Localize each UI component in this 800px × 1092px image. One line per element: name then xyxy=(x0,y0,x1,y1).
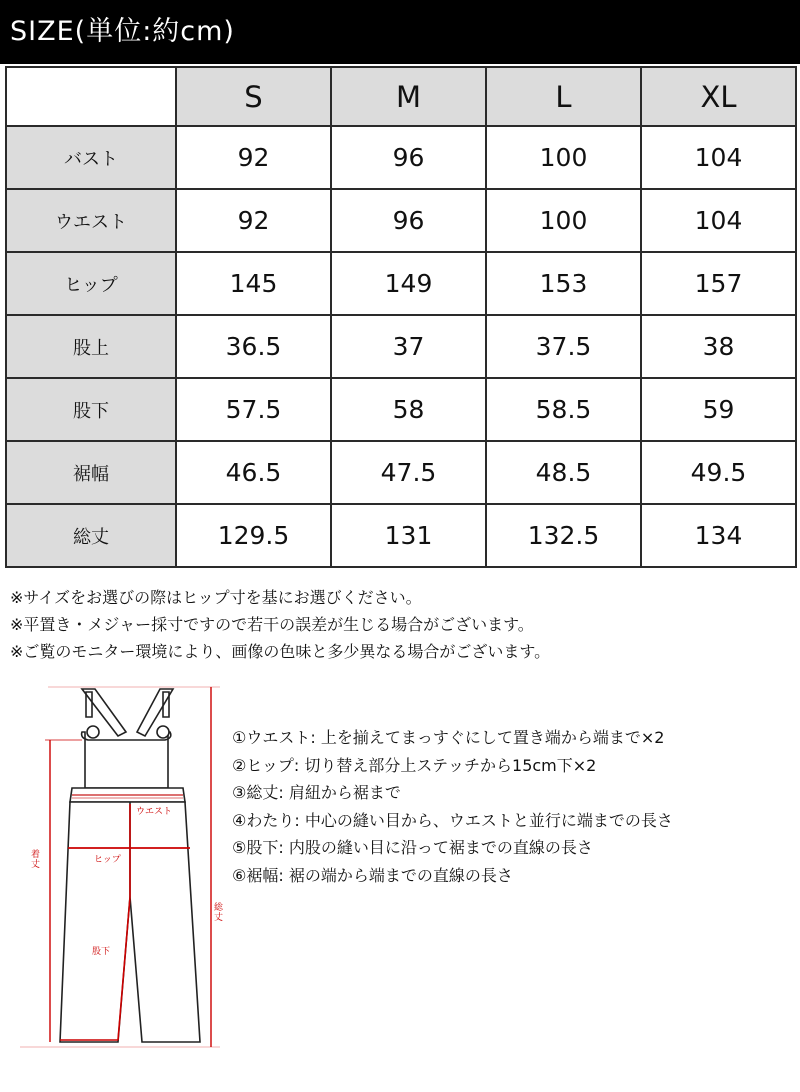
diagram-label-chakutake: 着丈 xyxy=(31,850,41,870)
table-cell: 92 xyxy=(176,189,331,252)
diagram-label-inseam: 股下 xyxy=(92,947,111,957)
diagram-label-soutake: 総丈 xyxy=(214,903,224,923)
row-label: 裾幅 xyxy=(6,441,176,504)
diagram-label-hip: ヒップ xyxy=(94,855,121,865)
size-header-row xyxy=(6,67,796,126)
table-row xyxy=(6,315,796,378)
table-cell: 37 xyxy=(331,315,486,378)
table-row xyxy=(6,441,796,504)
diagram-label-waist: ウエスト xyxy=(136,807,173,817)
table-cell: 58 xyxy=(331,378,486,441)
table-cell: 47.5 xyxy=(331,441,486,504)
table-cell: 38 xyxy=(641,315,796,378)
table-row xyxy=(6,504,796,567)
table-cell: 96 xyxy=(331,126,486,189)
table-cell: 36.5 xyxy=(176,315,331,378)
table-cell: 132.5 xyxy=(486,504,641,567)
table-cell: 46.5 xyxy=(176,441,331,504)
table-cell: 104 xyxy=(641,189,796,252)
table-cell: 96 xyxy=(331,189,486,252)
row-label: ヒップ xyxy=(6,252,176,315)
table-cell: 131 xyxy=(331,504,486,567)
table-cell: 92 xyxy=(176,126,331,189)
table-cell: 58.5 xyxy=(486,378,641,441)
column-header-xl: XL xyxy=(641,67,796,126)
row-label: ウエスト xyxy=(6,189,176,252)
table-cell: 57.5 xyxy=(176,378,331,441)
table-cell: 157 xyxy=(641,252,796,315)
column-header-s: S xyxy=(176,67,331,126)
legend-item: ①ウエスト: 上を揃えてまっすぐにして置き端から端まで×2 xyxy=(232,728,665,747)
table-corner-cell xyxy=(6,67,176,126)
legend-item: ④わたり: 中心の縫い目から、ウエストと並行に端までの長さ xyxy=(232,810,673,830)
table-cell: 37.5 xyxy=(486,315,641,378)
table-row xyxy=(6,378,796,441)
measurement-diagram xyxy=(0,672,240,1082)
table-cell: 49.5 xyxy=(641,441,796,504)
table-cell: 100 xyxy=(486,126,641,189)
note-line: ※サイズをお選びの際はヒップ寸を基にお選びください。 xyxy=(10,588,422,607)
column-header-l: L xyxy=(486,67,641,126)
size-table xyxy=(5,66,797,568)
legend-item: ⑤股下: 内股の縫い目に沿って裾までの直線の長さ xyxy=(232,838,593,857)
table-cell: 48.5 xyxy=(486,441,641,504)
column-header-m: M xyxy=(331,67,486,126)
table-cell: 153 xyxy=(486,252,641,315)
row-label: バスト xyxy=(6,126,176,189)
size-header: SIZE(単位:約cm) xyxy=(0,0,800,64)
table-cell: 100 xyxy=(486,189,641,252)
table-cell: 149 xyxy=(331,252,486,315)
table-row xyxy=(6,126,796,189)
row-label: 総丈 xyxy=(6,504,176,567)
table-cell: 134 xyxy=(641,504,796,567)
row-label: 股上 xyxy=(6,315,176,378)
legend-item: ②ヒップ: 切り替え部分上ステッチから15cm下×2 xyxy=(232,755,597,775)
legend-item: ③総丈: 肩紐から裾まで xyxy=(232,783,401,802)
measurement-legend xyxy=(232,724,673,889)
row-label: 股下 xyxy=(6,378,176,441)
table-row xyxy=(6,189,796,252)
table-row xyxy=(6,252,796,315)
table-cell: 104 xyxy=(641,126,796,189)
table-cell: 129.5 xyxy=(176,504,331,567)
table-cell: 59 xyxy=(641,378,796,441)
table-cell: 145 xyxy=(176,252,331,315)
size-notes xyxy=(10,584,550,665)
legend-item: ⑥裾幅: 裾の端から端までの直線の長さ xyxy=(232,865,513,885)
note-line: ※ご覧のモニター環境により、画像の色味と多少異なる場合がございます。 xyxy=(10,642,551,661)
note-line: ※平置き・メジャー採寸ですので若干の誤差が生じる場合がございます。 xyxy=(10,615,534,634)
